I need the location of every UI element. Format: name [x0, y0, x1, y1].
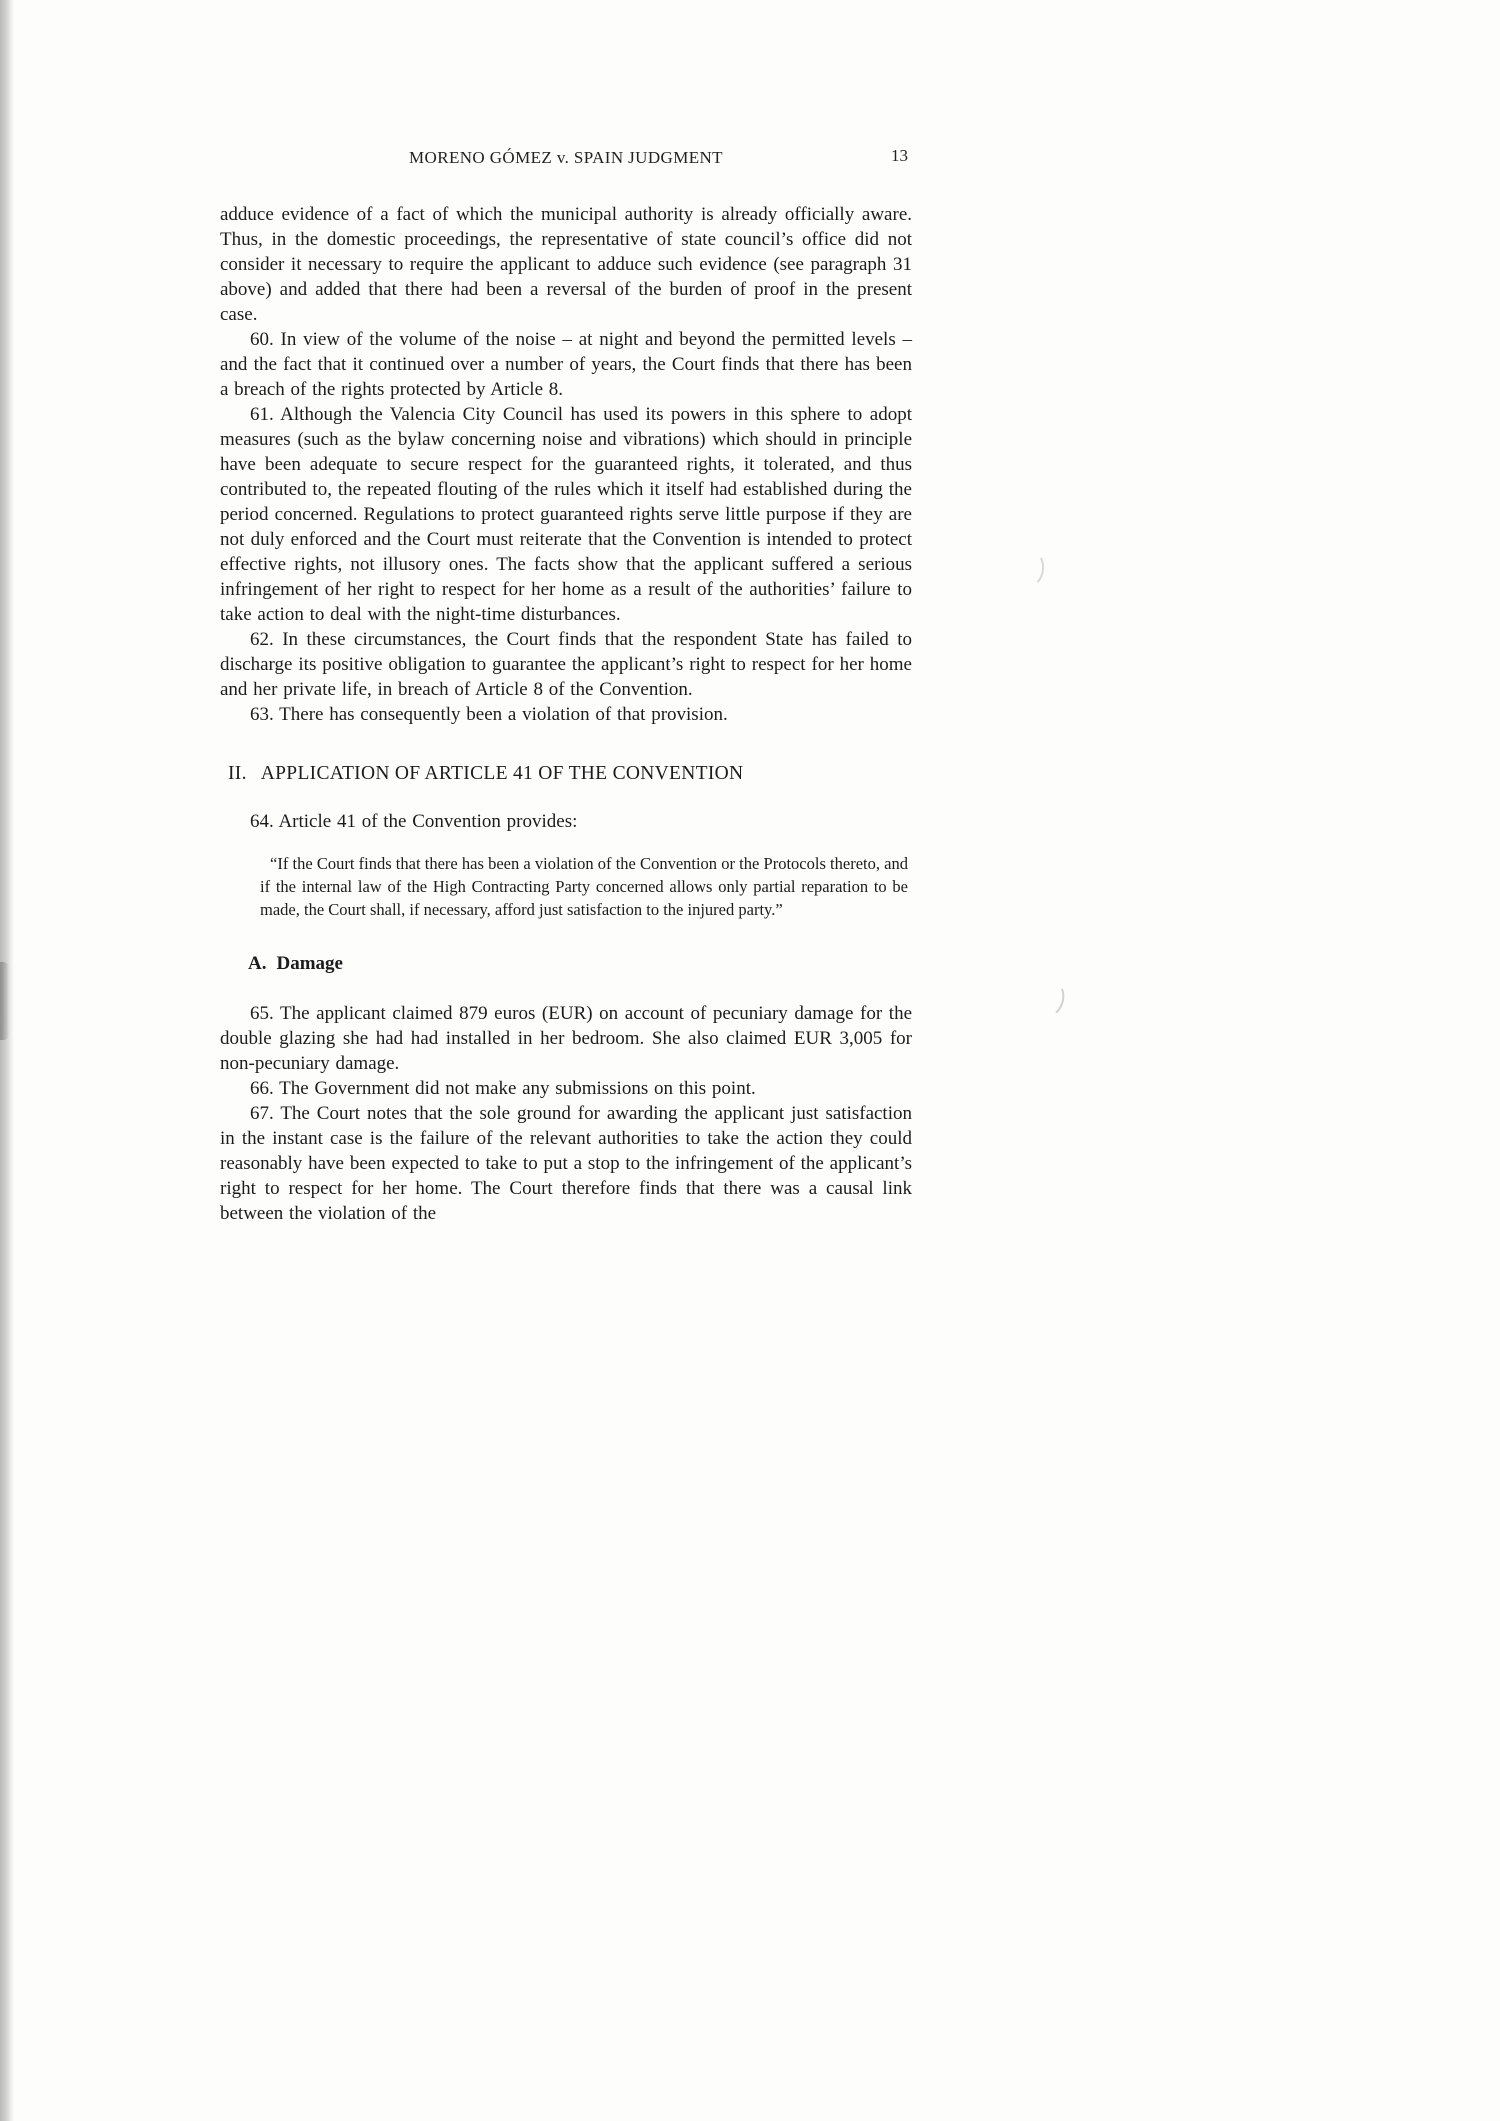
subsection-heading-text: Damage [276, 953, 343, 974]
scan-smudge-artifact [0, 962, 9, 1040]
page-number: 13 [891, 146, 908, 165]
paragraph-66: 66. The Government did not make any submissions on this point. [250, 1078, 756, 1099]
paragraph-65: 65. The applicant claimed 879 euros (EUR) on account of pecuniary damage for the double glazing she had had installed in her bedroom. She also claimed EUR 3,005 for non-pecuniary damage. [220, 1003, 912, 1074]
scan-artifact [1036, 980, 1068, 1019]
paragraph-continuation: adduce evidence of a fact of which the municipal authority is already officially aware. Thus, in the domestic proceedings, the representative of state council’s office did not consider it necessary to require the applicant to adduce such evidence (see paragraph 31 above) and added that there had been a reversal of the burden of proof in the present case. [220, 204, 912, 325]
paragraph-60: 60. In view of the volume of the noise – at night and beyond the permitted levels – and the fact that it continued over a number of years, the Court finds that there has been a breach of the rights protected by Article 8. [220, 329, 912, 400]
running-title: MORENO GÓMEZ v. SPAIN JUDGMENT [409, 148, 723, 167]
subsection-heading-number: A. [248, 953, 267, 974]
paragraph-63: 63. There has consequently been a violation of that provision. [250, 704, 728, 725]
section-heading [228, 763, 912, 785]
scan-artifact [1018, 550, 1046, 587]
paragraph-62: 62. In these circumstances, the Court finds that the respondent State has failed to discharge its positive obligation to guarantee the applicant’s right to respect for her home and her private life, in breach of Article 8 of the Convention. [220, 629, 912, 700]
section-heading-number: II. [228, 763, 247, 784]
scan-edge-artifact [0, 0, 14, 2121]
section-heading-text: APPLICATION OF ARTICLE 41 OF THE CONVENTION [260, 763, 744, 784]
paragraph-67: 67. The Court notes that the sole ground for awarding the applicant just satisfaction in the instant case is the failure of the relevant authorities to take the action they could reasonably have been expected to take to put a stop to the infringement of the applicant’s right to respect for her home. The Court therefore finds that there was a causal link between the violation of the [220, 1103, 912, 1224]
page-header [220, 148, 912, 174]
article-41-quote: “If the Court finds that there has been a violation of the Convention or the Protocols thereto, and if the internal law of the High Contracting Party concerned allows only partial reparation to be made, the Court shall, if necessary, afford just satisfaction to the injured party.” [260, 854, 908, 919]
document-body [220, 202, 912, 1226]
subsection-heading [248, 953, 912, 975]
paragraph-61: 61. Although the Valencia City Council has used its powers in this sphere to adopt measures (such as the bylaw concerning noise and vibrations) which should in principle have been adequate to secure respect for the guaranteed rights, it tolerated, and thus contributed to, the repeated flouting of the rules which it itself had established during the period concerned. Regulations to protect guaranteed rights serve little purpose if they are not duly enforced and the Court must reiterate that the Convention is intended to protect effective rights, not illusory ones. The facts show that the applicant suffered a serious infringement of her right to respect for her home as a result of the authorities’ failure to take action to deal with the night-time disturbances. [220, 404, 912, 625]
paragraph-64: 64. Article 41 of the Convention provides: [250, 811, 578, 832]
